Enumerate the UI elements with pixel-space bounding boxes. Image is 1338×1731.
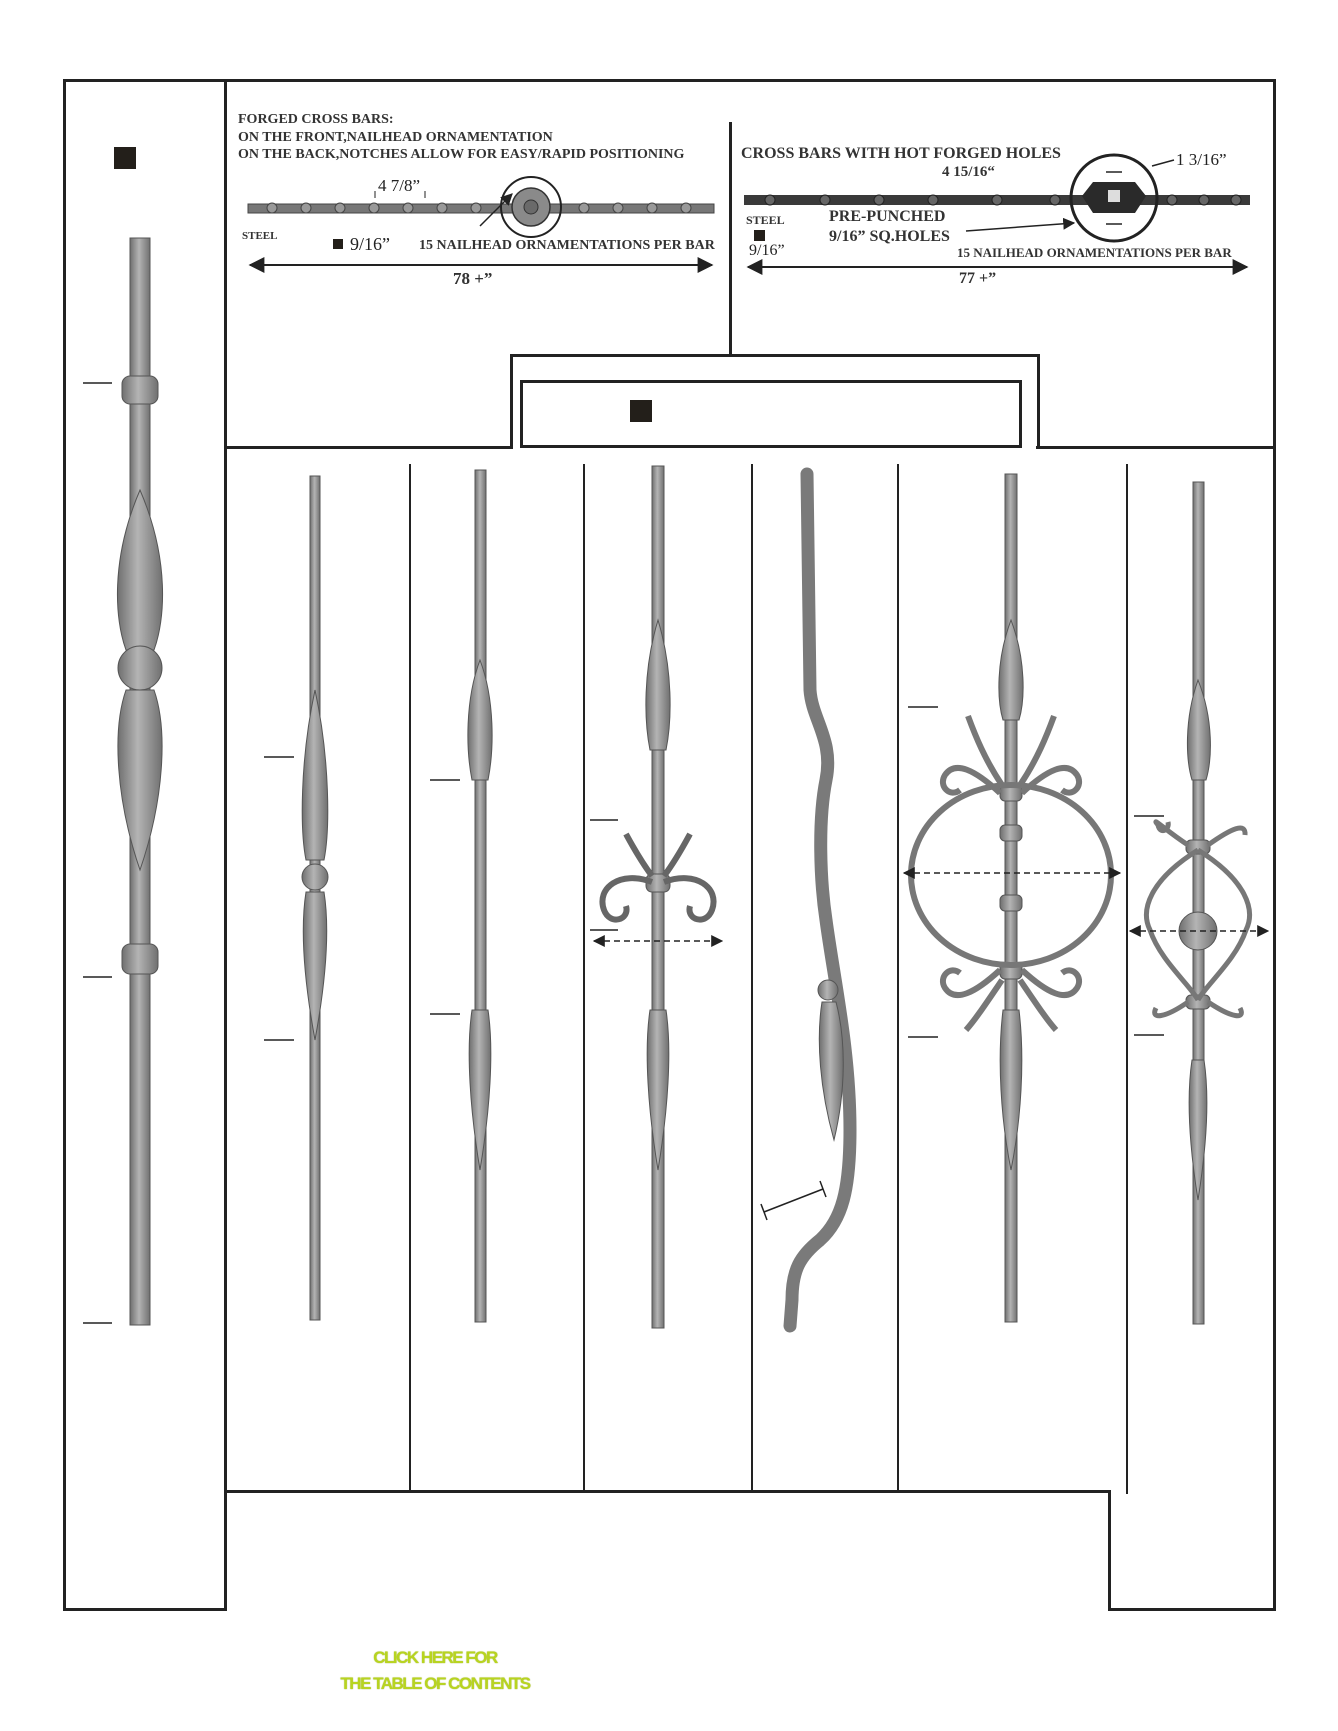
right-bar-punch-line2: 9/16” SQ.HOLES <box>829 228 950 245</box>
right-bar-punch-line1: PRE-PUNCHED <box>829 208 946 225</box>
baluster-1-height-ticks <box>83 383 112 1323</box>
baluster-1-drawing <box>117 238 162 1325</box>
left-bar-material: STEEL <box>242 230 278 242</box>
table-of-contents-link[interactable] <box>300 1645 570 1697</box>
right-bar-spacing: 4 15/16“ <box>942 164 995 180</box>
left-bar-spacing: 4 7/8” <box>378 176 421 195</box>
left-bar-size: 9/16” <box>350 234 390 254</box>
right-bar-size: 9/16” <box>749 242 785 259</box>
left-bar-count-note: 15 NAILHEAD ORNAMENTATIONS PER BAR <box>419 238 715 253</box>
right-bar-count-note: 15 NAILHEAD ORNAMENTATIONS PER BAR <box>957 245 1232 260</box>
toc-link-line1: CLICK HERE FOR <box>373 1648 497 1667</box>
right-bar-material: STEEL <box>746 213 785 227</box>
baluster-3-ticks <box>430 780 460 1014</box>
baluster-2-ticks <box>264 757 294 1040</box>
baluster-5-offset-dimension <box>761 1181 826 1220</box>
right-bar-length: 77 +” <box>959 270 997 287</box>
baluster-4-drawing <box>646 466 670 1328</box>
right-cross-bar-drawing <box>744 155 1250 267</box>
toc-link-line2: THE TABLE OF CONTENTS <box>340 1674 530 1693</box>
left-bar-line2: ON THE BACK,NOTCHES ALLOW FOR EASY/RAPID POSITIONING <box>238 147 685 162</box>
right-bar-hole-width: 1 3/16” <box>1176 150 1227 169</box>
baluster-6-drawing <box>999 474 1023 1322</box>
baluster-2-drawing <box>302 476 328 1320</box>
right-bar-title: CROSS BARS WITH HOT FORGED HOLES <box>741 145 1061 162</box>
left-bar-length: 78 +” <box>453 269 493 288</box>
left-bar-line1: ON THE FRONT,NAILHEAD ORNAMENTATION <box>238 130 553 145</box>
baluster-3-drawing <box>468 470 492 1322</box>
left-bar-title: FORGED CROSS BARS: <box>238 112 394 127</box>
left-cross-bar-drawing <box>248 177 714 265</box>
baluster-7-drawing <box>1179 482 1217 1324</box>
